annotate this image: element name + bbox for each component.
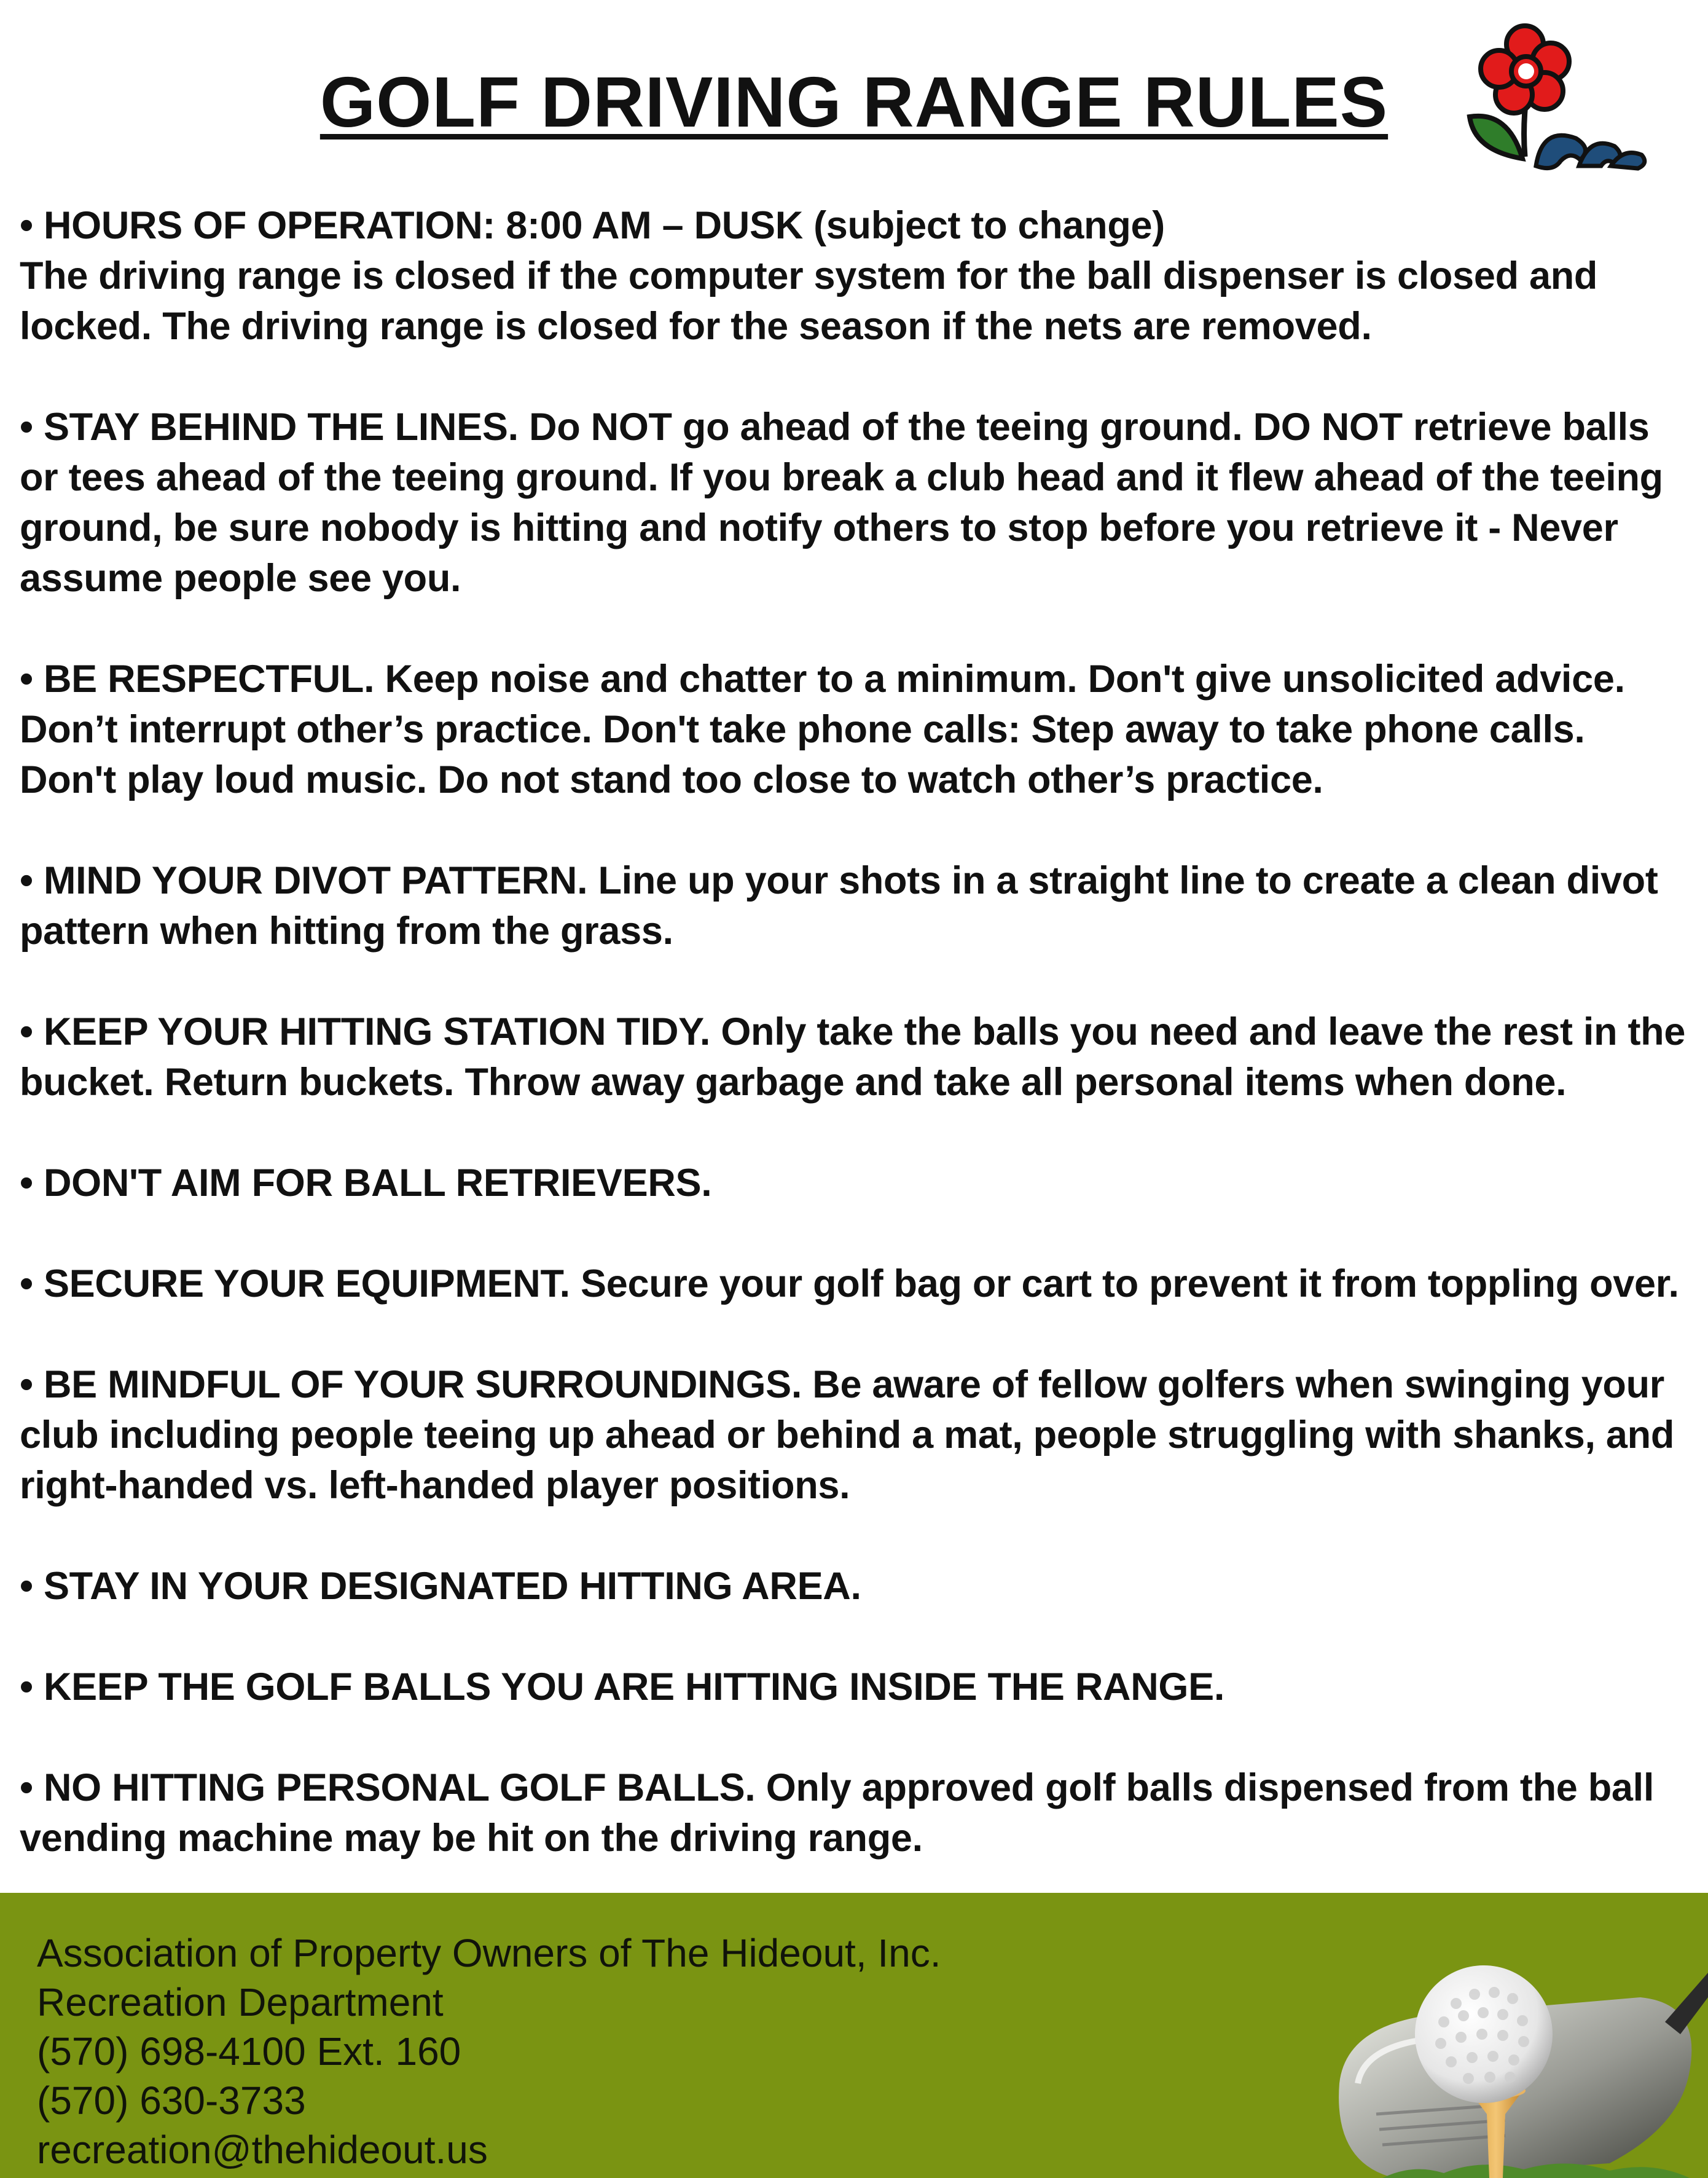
rule-be-respectful (20, 654, 1688, 805)
flower-logo-icon (1450, 18, 1653, 178)
phone-primary: (570) 698-4100 Ext. 160 (37, 2029, 461, 2074)
golf-ball-on-tee-icon (1321, 1930, 1708, 2178)
rule-body: Secure your golf bag or cart to prevent it from toppling over. (581, 1262, 1679, 1305)
rule-body: Only approved golf balls dispensed from the ball vending machine may be hit on the driving range. (20, 1766, 1655, 1860)
rule-body: The driving range is closed if the computer system for the ball dispenser is closed and locked. The driving range is closed for the season if the nets are removed. (20, 254, 1598, 348)
contact-info (37, 1928, 941, 2174)
email-link[interactable]: recreation@thehideout.us (37, 2128, 488, 2172)
rules-list (20, 200, 1688, 1914)
rule-body: Only take the balls you need and leave the rest in the bucket. Return buckets. Throw away garbage and take all personal items when done. (20, 1010, 1686, 1104)
rule-body: Line up your shots in a straight line to create a clean divot pattern when hitting from the grass. (20, 859, 1658, 953)
rule-stay-behind-lines (20, 402, 1688, 603)
rule-body: Keep noise and chatter to a minimum. Don't give unsolicited advice. Don’t interrupt other’s practice. Don't take phone calls: Step away to take phone calls. Don't play loud music. Do not stand too close to watch other’s practice. (20, 658, 1625, 801)
rule-secure-equipment (20, 1259, 1688, 1309)
rule-station-tidy (20, 1007, 1688, 1107)
rule-body: Be aware of fellow golfers when swinging your club including people teeing up ahead or behind a mat, people struggling with shanks, and right-handed vs. left-handed player positions. (20, 1363, 1675, 1507)
rule-body: Do NOT go ahead of the teeing ground. DO NOT retrieve balls or tees ahead of the teeing ground. If you break a club head and it flew ahead of the teeing ground, be sure nobody is hitting and notify others to stop before you retrieve it - Never assume people see you. (20, 406, 1663, 600)
rule-heading: • BE RESPECTFUL. (20, 658, 385, 701)
rule-balls-inside-range (20, 1662, 1688, 1712)
rule-heading: • NO HITTING PERSONAL GOLF BALLS. (20, 1766, 766, 1809)
organization-name: Association of Property Owners of The Hideout, Inc. (37, 1931, 941, 1975)
rule-no-personal-balls (20, 1763, 1688, 1863)
rule-heading: • STAY IN YOUR DESIGNATED HITTING AREA. (20, 1565, 861, 1608)
phone-secondary: (570) 630-3733 (37, 2078, 306, 2123)
department-name: Recreation Department (37, 1980, 444, 2024)
rule-surroundings (20, 1359, 1688, 1511)
rule-heading: • DON'T AIM FOR BALL RETRIEVERS. (20, 1162, 712, 1205)
rule-hours (20, 200, 1688, 352)
rule-divot-pattern (20, 855, 1688, 956)
rule-heading: • MIND YOUR DIVOT PATTERN. (20, 859, 598, 902)
rule-heading: • KEEP THE GOLF BALLS YOU ARE HITTING INSIDE THE RANGE. (20, 1665, 1225, 1708)
rule-heading: • KEEP YOUR HITTING STATION TIDY. (20, 1010, 721, 1053)
rule-heading: • HOURS OF OPERATION: 8:00 AM – DUSK (subject to change) (20, 204, 1165, 247)
page-title-text: GOLF DRIVING RANGE RULES (319, 62, 1389, 142)
rule-heading: • STAY BEHIND THE LINES. (20, 406, 530, 449)
rule-ball-retrievers (20, 1158, 1688, 1208)
rule-designated-area (20, 1561, 1688, 1611)
rule-heading: • SECURE YOUR EQUIPMENT. (20, 1262, 581, 1305)
rule-heading: • BE MINDFUL OF YOUR SURROUNDINGS. (20, 1363, 813, 1406)
